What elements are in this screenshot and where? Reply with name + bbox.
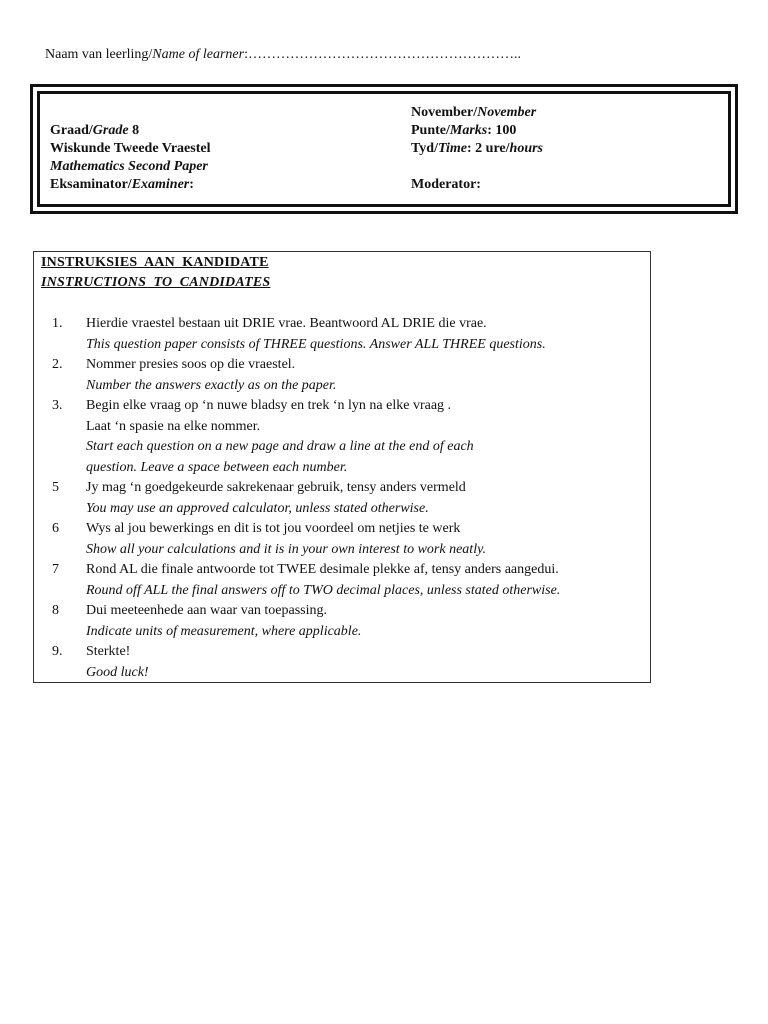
- instructions-title-af: INSTRUKSIES AAN KANDIDATE: [41, 255, 269, 270]
- instruction-text-af: Laat ‘n spasie na elke nommer.: [86, 418, 261, 434]
- instruction-number: 1.: [52, 316, 63, 331]
- instruction-item: [34, 355, 650, 396]
- month-en: November: [477, 105, 537, 120]
- instructions-title-en: INSTRUCTIONS TO CANDIDATES: [41, 275, 271, 290]
- instruction-number: 6: [52, 521, 59, 536]
- instruction-text-af: Wys al jou bewerkings en dit is tot jou voordeel om netjies te werk: [86, 521, 461, 536]
- instructions-list: [34, 314, 650, 683]
- examiner-colon: :: [189, 177, 194, 192]
- examiner-label-en: Examiner: [131, 177, 190, 192]
- instruction-number: 5: [52, 480, 59, 495]
- subject-en: Mathematics Second Paper: [50, 159, 208, 174]
- marks-line: [411, 122, 543, 140]
- instruction-text-af: Hierdie vraestel bestaan uit DRIE vrae. Beantwoord AL DRIE die vrae.: [86, 316, 487, 331]
- moderator-label: Moderator:: [411, 177, 481, 192]
- instruction-number: 7: [52, 562, 59, 577]
- instruction-text-en: question. Leave a space between each number.: [86, 459, 348, 475]
- instruction-item: [34, 396, 650, 478]
- examiner-line: [50, 176, 211, 194]
- instruction-text-en: This question paper consists of THREE questions. Answer ALL THREE questions.: [86, 336, 546, 352]
- learner-name-dots: :…………………………………………………..: [244, 47, 521, 62]
- grade-label-en: Grade: [92, 123, 129, 138]
- time-label-en: Time: [437, 141, 468, 156]
- instruction-text-af: Sterkte!: [86, 644, 131, 659]
- instructions-box: [33, 251, 651, 683]
- marks-value: : 100: [487, 123, 517, 138]
- exam-header-left: [50, 122, 211, 194]
- instruction-number: 9.: [52, 644, 63, 659]
- learner-name-line[interactable]: [45, 47, 521, 63]
- grade-label-af: Graad/: [50, 123, 93, 138]
- month-af: November/: [411, 105, 478, 120]
- time-label-af: Tyd/: [411, 141, 438, 156]
- instruction-text-af: Dui meeteenhede aan waar van toepassing.: [86, 603, 328, 618]
- instruction-text-af: Jy mag ‘n goedgekeurde sakrekenaar gebruik, tensy anders vermeld: [86, 480, 466, 495]
- instruction-text-en: Indicate units of measurement, where applicable.: [86, 623, 362, 639]
- grade-line: [50, 122, 211, 140]
- marks-label-af: Punte/: [411, 123, 450, 138]
- instruction-text-en: Good luck!: [86, 664, 149, 680]
- instruction-text-en: Show all your calculations and it is in your own interest to work neatly.: [86, 541, 487, 557]
- instruction-text-en: Round off ALL the final answers off to TWO decimal places, unless stated otherwise.: [86, 582, 561, 598]
- instruction-item: [34, 560, 650, 601]
- instruction-text-en: Number the answers exactly as on the paper.: [86, 377, 337, 393]
- instruction-item: [34, 478, 650, 519]
- instruction-item: [34, 601, 650, 642]
- instruction-number: 3.: [52, 398, 63, 413]
- exam-header-box: [30, 84, 738, 214]
- instruction-text-af: Begin elke vraag op ‘n nuwe bladsy en trek ‘n lyn na elke vraag .: [86, 398, 452, 413]
- time-value-en: hours: [509, 141, 543, 156]
- instruction-text-af: Nommer presies soos op die vraestel.: [86, 357, 296, 372]
- instruction-item: [34, 519, 650, 560]
- instruction-item: [34, 642, 650, 683]
- learner-label-af: Naam van leerling/: [45, 47, 153, 62]
- grade-value: 8: [128, 123, 140, 138]
- instruction-text-en: Start each question on a new page and draw a line at the end of each: [86, 439, 474, 454]
- exam-header-inner: [37, 91, 731, 207]
- marks-label-en: Marks: [449, 123, 488, 138]
- instruction-number: 8: [52, 603, 59, 618]
- time-value-af: : 2 ure/: [467, 141, 510, 156]
- instruction-text-af: Rond AL die finale antwoorde tot TWEE desimale plekke af, tensy anders aangedui.: [86, 562, 559, 577]
- exam-header-right: [411, 104, 543, 194]
- learner-label-en: Name of learner: [152, 47, 245, 62]
- instruction-item: [34, 314, 650, 355]
- examiner-label-af: Eksaminator/: [50, 177, 132, 192]
- instruction-text-en: You may use an approved calculator, unless stated otherwise.: [86, 500, 429, 516]
- subject-af: Wiskunde Tweede Vraestel: [50, 141, 211, 156]
- instruction-number: 2.: [52, 357, 63, 372]
- month-line: [411, 104, 543, 122]
- time-line: [411, 140, 543, 158]
